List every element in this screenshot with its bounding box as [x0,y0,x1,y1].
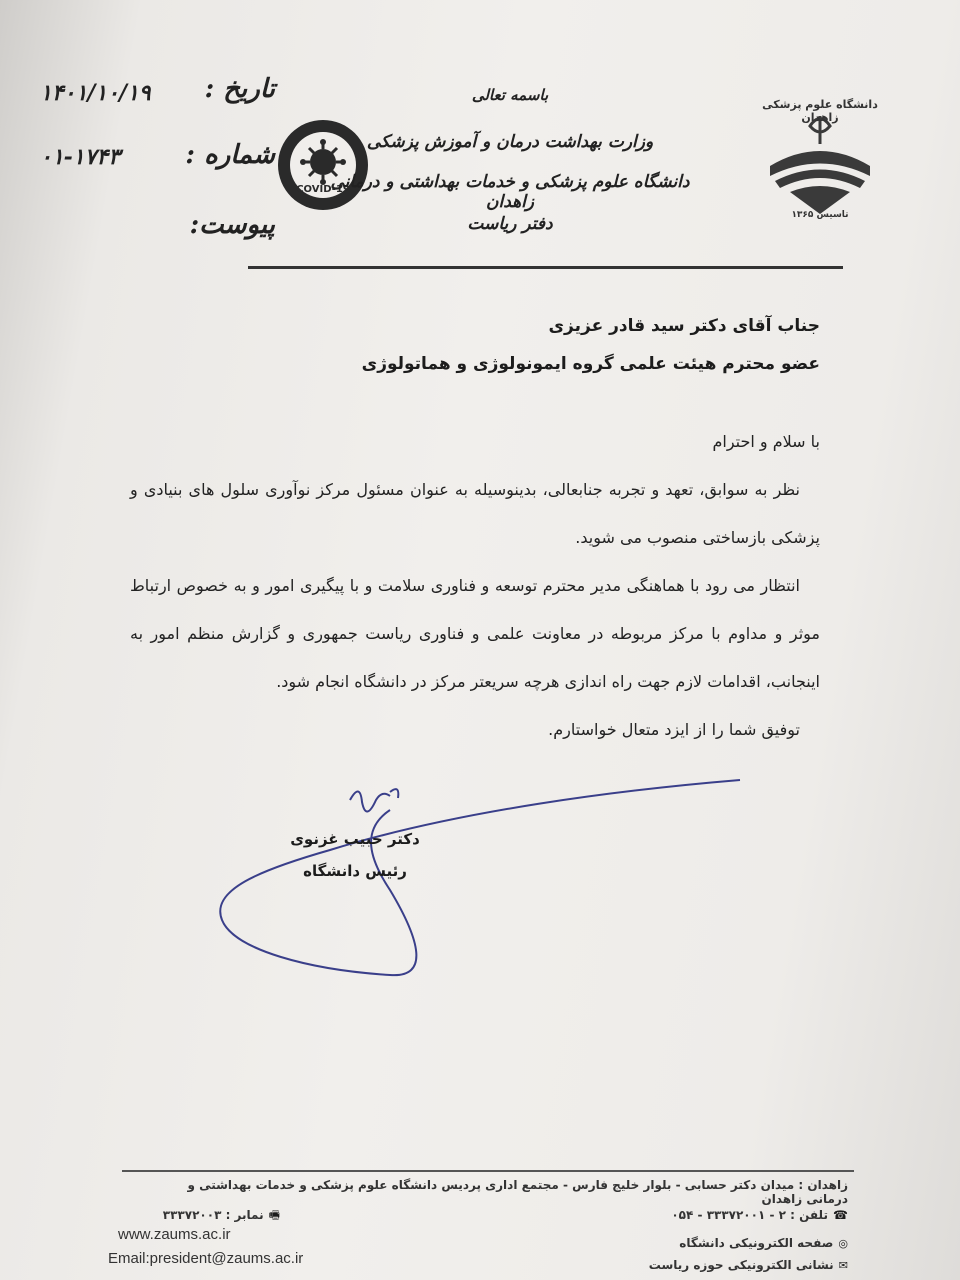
footer-email-label: نشانی الکترونیکی حوزه ریاست [648,1258,834,1272]
footer-fax: نمابر : ۳۳۳۷۲۰۰۳ [162,1208,264,1222]
university-seal-logo [760,96,880,226]
globe-icon: ◎ [838,1237,848,1250]
handwritten-signature [200,770,760,990]
fax-icon: 🖷 [268,1208,280,1222]
footer-email[interactable]: Email:president@zaums.ac.ir [108,1250,304,1267]
footer-phone-row [638,1204,848,1223]
footer-fax-row [150,1204,280,1227]
footer-divider [122,1170,854,1172]
signatory-title: رئیس دانشگاه [303,862,407,880]
attachment-label: پیوست: [189,210,275,240]
header-divider [248,266,843,269]
covid-logo-text: COVID-19 [296,184,350,195]
closing-line: توفیق شما را از ایزد متعال خواستارم. [548,720,800,739]
office-name: دفتر ریاست [467,214,553,234]
signatory-name: دکتر حبیب غزنوی [290,830,420,848]
date-label: تاریخ : [204,74,275,104]
greeting: با سلام و احترام [712,432,820,451]
footer-address: زاهدان : میدان دکتر حسابی - بلوار خلیج فارس - مجتمع اداری پردیس دانشگاه علوم پزشکی و خدمات بهداشتی و درمانی زاهدان [187,1178,848,1206]
footer-email-label-row [628,1254,848,1273]
seal-year: تاسیس ۱۳۶۵ [791,210,849,220]
number-value: ۰۱-۱۷۴۳ [40,144,121,170]
date-value: ۱۴۰۱/۱۰/۱۹ [40,80,151,106]
paragraph-1: نظر به سوابق، تعهد و تجربه جنابعالی، بدینوسیله به عنوان مسئول مرکز نوآوری سلول های بنیادی و پزشکی بازساختی منصوب می شوید. [130,480,820,547]
footer-web-label-row [628,1232,848,1251]
addressee-title: عضو محترم هیئت علمی گروه ایمونولوژی و هماتولوژی [361,354,820,374]
bismillah-text: باسمه تعالی [471,86,549,104]
phone-icon: ☎ [833,1208,848,1222]
seal-name: دانشگاه علوم پزشکی زاهدان [762,98,878,124]
number-label: شماره : [185,140,275,170]
ministry-name: وزارت بهداشت درمان و آموزش پزشکی [366,132,654,152]
mail-icon: ✉ [838,1259,848,1272]
addressee-name: جناب آقای دکتر سید قادر عزیزی [548,316,820,336]
footer-website[interactable]: www.zaums.ac.ir [118,1226,231,1243]
paragraph-2: انتظار می رود با هماهنگی مدیر محترم توسعه و فناوری سلامت و با پیگیری امور و به خصوص ارتباط موثر و مداوم با مرکز مربوطه در معاونت علمی و فناوری ریاست جمهوری و گزارش منظم امور به اینجانب، اقدامات لازم جهت راه اندازی هرچه سریعتر مرکز در دانشگاه انجام شود. [130,576,820,691]
footer-web-label: صفحه الکترونیکی دانشگاه [679,1236,834,1250]
university-name: دانشگاه علوم پزشکی و خدمات بهداشتی و درمانی زاهدان [330,172,690,212]
footer-phone: تلفن : ۲ - ۳۳۳۷۲۰۰۱ - ۰۵۴ [671,1208,828,1222]
